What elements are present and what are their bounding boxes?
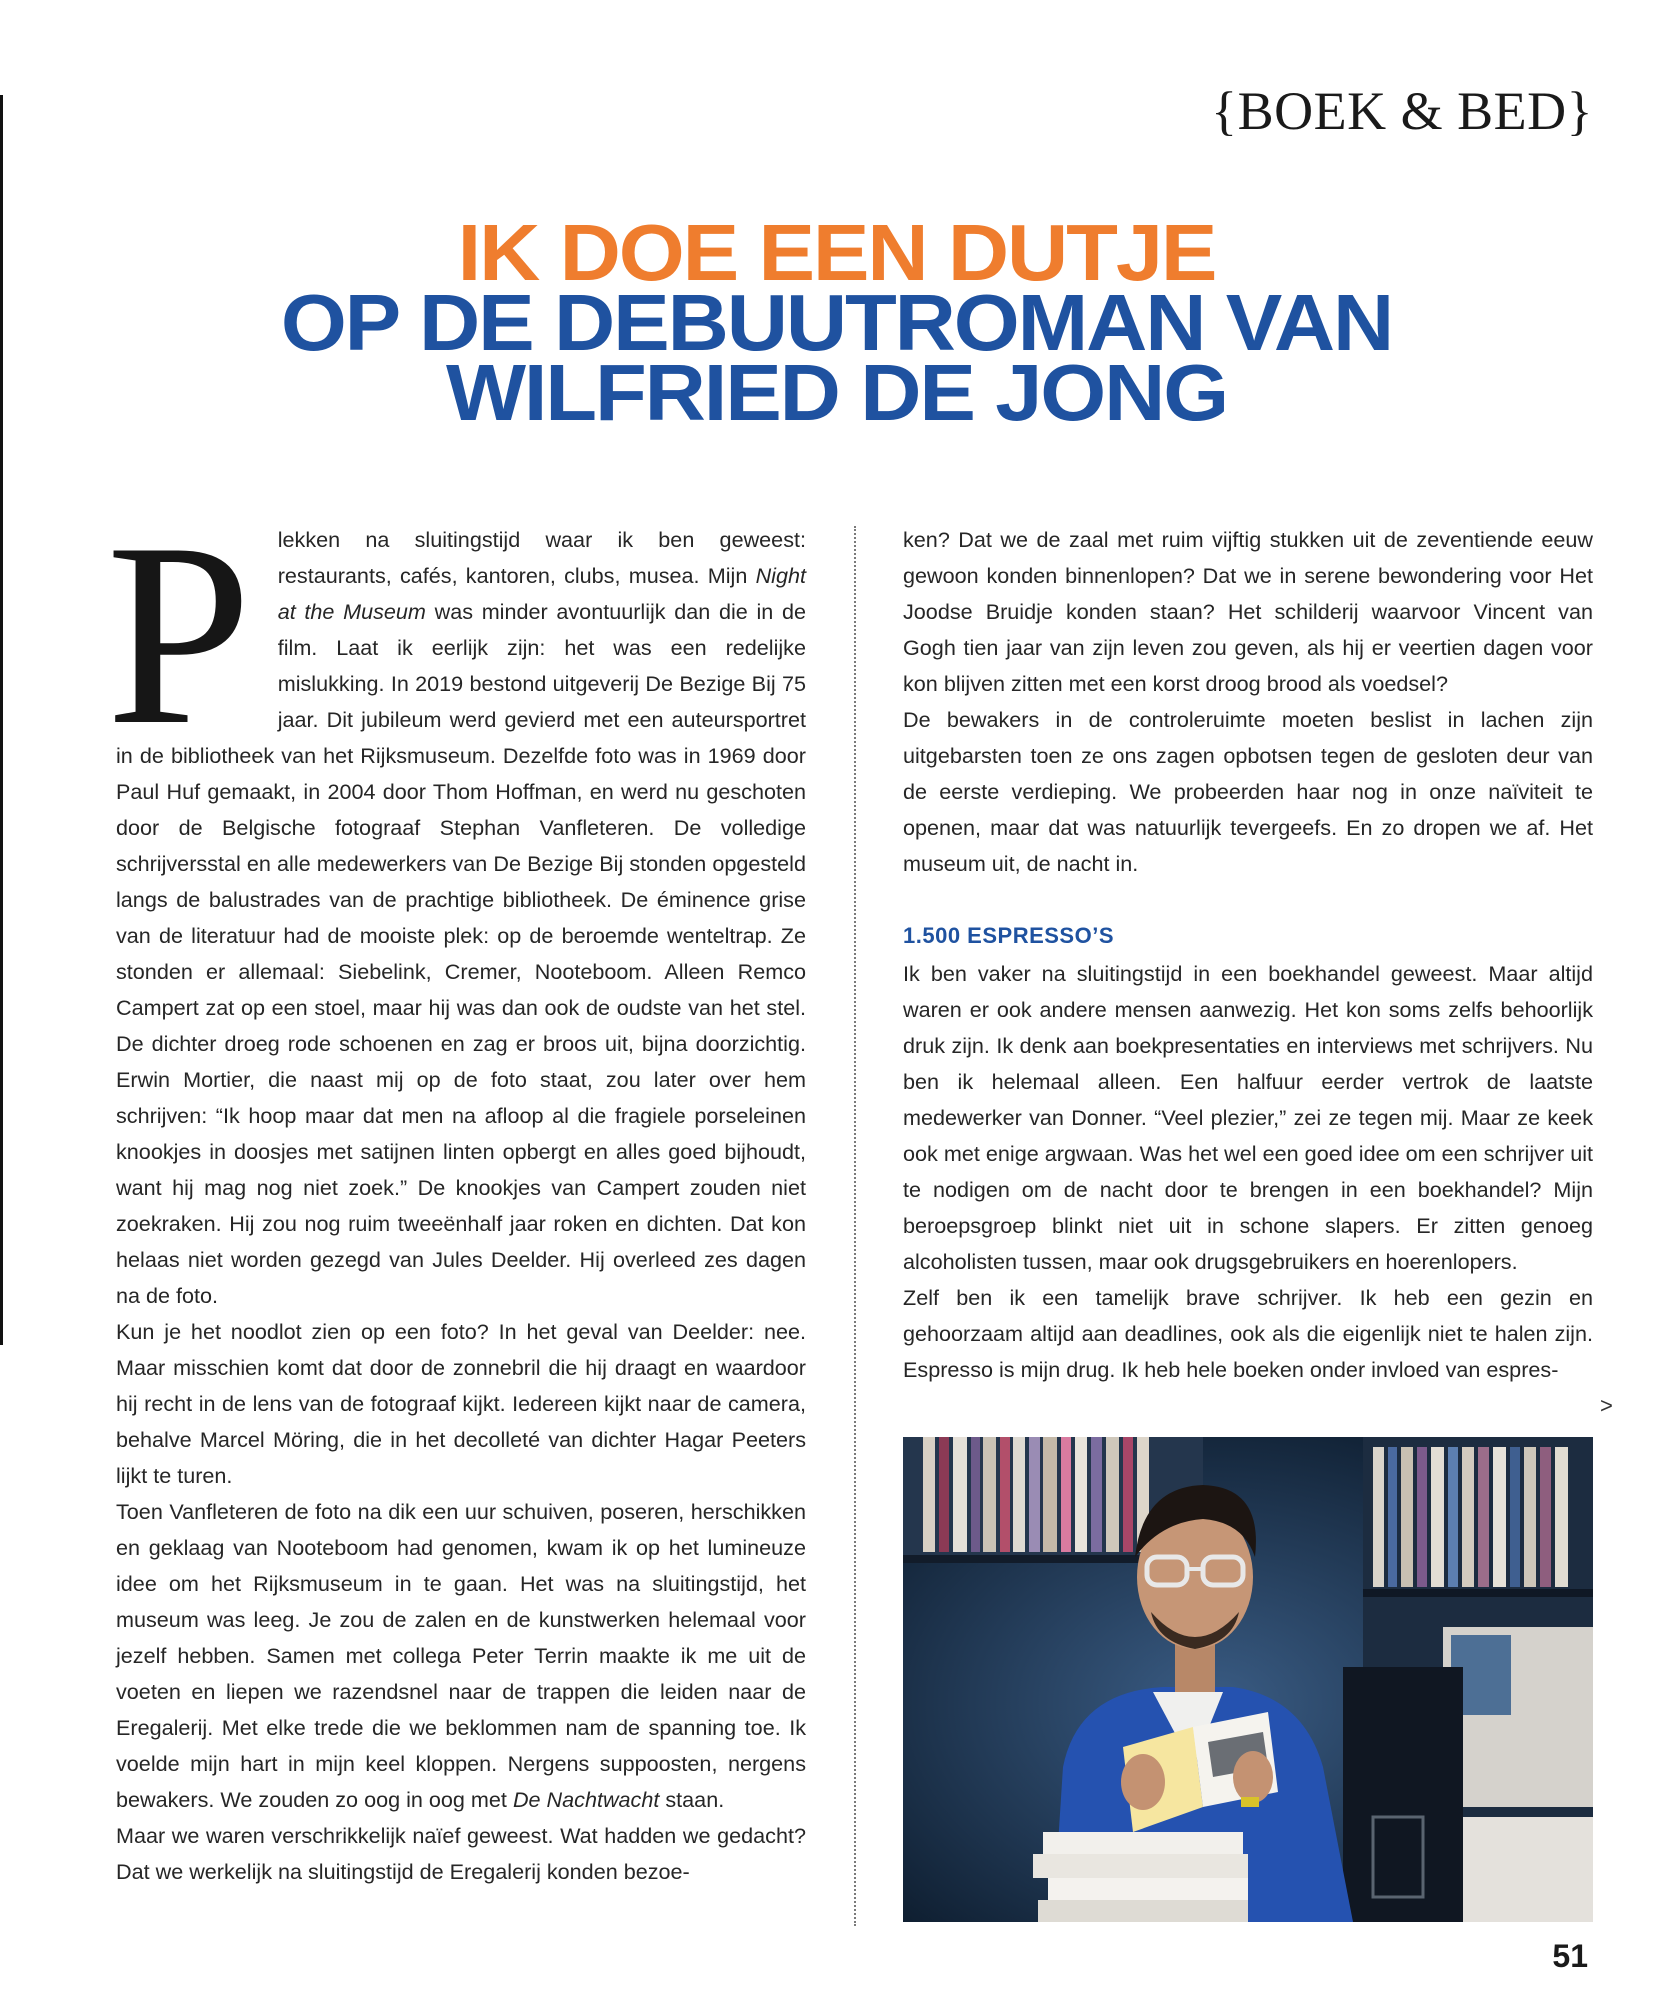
paragraph-text: lekken na sluitingstijd waar ik ben geweest: restaurants, cafés, kantoren, clubs, musea. Mijn bbox=[277, 527, 806, 588]
paragraph-text: was minder avontuurlijk dan die in de film. Laat ik eerlijk zijn: het was een redelijke mislukking. In 2019 bestond uitgeverij De Bezige Bij 75 jaar. Dit jubileum werd gevierd met een auteursportret in de bibliotheek van het Rijksmuseum. Dezelfde foto was in 1969 door Paul Huf gemaakt, in 2004 door Thom Hoffman, en werd nu geschoten door de Belgische fotograaf Stephan Vanfleteren. De volledige schrijversstal en alle medewerkers van De Bezige Bij stonden opgesteld langs de balustrades van de prachtige bibliotheek. De éminence grise van de literatuur had de mooiste plek: op de beroemde wenteltrap. Ze stonden er allemaal: Siebelink, Cremer, Nooteboom. Alleen Remco Campert zat op een stoel, maar hij was dan ook de oudste van het stel. De dichter droeg rode schoenen en zag er broos uit, bijna doorzichtig. Erwin Mortier, die naast mij op de foto staat, zou later over hem schrijven: “Ik hoop maar dat men na afloop al die fragiele porseleinen knookjes in doosjes met satijnen linten opbergt en alles goed bijhoudt, want hij mag nog niet zoek.” De knookjes van Campert zouden niet zoekraken. Hij zou nog ruim tweeënhalf jaar roken en dichten. Dat kon helaas niet worden gezegd van Jules Deelder. Hij overleed zes dagen na de foto. bbox=[116, 599, 807, 1308]
drop-cap: P bbox=[106, 489, 252, 779]
paragraph-text: staan. bbox=[659, 1787, 725, 1812]
article-column-right bbox=[903, 522, 1593, 1388]
paragraph: Ik ben vaker na sluitingstijd in een boekhandel geweest. Maar altijd waren er ook andere mensen aanwezig. Het kon soms zelfs behoorlijk druk zijn. Ik denk aan boekpresentaties en interviews met schrijvers. Nu ben ik helemaal alleen. Een halfuur eerder vertrok de laatste medewerker van Donner. “Veel plezier,” zei ze tegen mij. Maar ze keek ook met enige argwaan. Was het wel een goed idee om een schrijver uit te nodigen om de nacht door te brengen in een boekhandel? Mijn beroepsgroep blinkt niet uit in schone slapers. Er zitten genoeg alcoholisten tussen, maar ook drugsgebruikers en hoerenlopers. bbox=[903, 961, 1593, 1274]
paragraph: Kun je het noodlot zien op een foto? In het geval van Deelder: nee. Maar misschien komt dat door de zonnebril die hij draagt en waardoor hij recht in de lens van de fotograaf kijkt. Iedereen kijkt naar de camera, behalve Marcel Möring, die in het decolleté van dichter Hagar Peeters lijkt te turen. bbox=[116, 1319, 806, 1488]
continue-arrow-icon: > bbox=[1600, 1393, 1613, 1418]
headline-line-2: OP DE DEBUUTROMAN VAN bbox=[280, 278, 1393, 367]
page-number: 51 bbox=[1552, 1938, 1588, 1974]
paragraph bbox=[116, 1494, 806, 1818]
article-column-left bbox=[106, 489, 807, 1890]
subheading: 1.500 ESPRESSO’S bbox=[903, 923, 1114, 948]
paragraph-text: Toen Vanfleteren de foto na dik een uur schuiven, poseren, herschikken en geklaag van Nooteboom had genomen, kwam ik op het lumineuze idee om het Rijksmuseum in te gaan. Het was na sluitingstijd, het museum was leeg. Je zou de zalen en de kunstwerken helemaal voor jezelf hebben. Samen met collega Peter Terrin maakte ik me uit de voeten en liepen we razendsnel naar de trappen die leiden naar de Eregalerij. Met elke trede die we beklommen nam de spanning toe. Ik voelde mijn hart in mijn keel kloppen. Nergens suppoosten, nergens bewakers. We zouden zo oog in oog met bbox=[116, 1499, 806, 1812]
painting-title: De Nachtwacht bbox=[512, 1787, 660, 1812]
author-photo bbox=[903, 1437, 1593, 1922]
section-label: {BOEK & BED} bbox=[1211, 81, 1593, 141]
film-title: Night at the Museum bbox=[277, 563, 806, 624]
paragraph: De bewakers in de controleruimte moeten beslist in lachen zijn uitgebarsten toen ze ons zagen opbotsen tegen de gesloten deur van de eerste verdieping. We probeerden haar nog in onze naïviteit te openen, maar dat was natuurlijk tevergeefs. En zo dropen we af. Het museum uit, de nacht in. bbox=[903, 707, 1593, 876]
paragraph: Maar we waren verschrikkelijk naïef geweest. Wat hadden we gedacht? Dat we werkelijk na sluitingstijd de Eregalerij konden bezoe- bbox=[116, 1823, 806, 1884]
headline bbox=[0, 208, 1673, 437]
paragraph: ken? Dat we de zaal met ruim vijftig stukken uit de zeventiende eeuw gewoon konden binnenlopen? Dat we in serene bewondering voor Het Joodse Bruidje konden staan? Het schilderij waarvoor Vincent van Gogh tien jaar van zijn leven zou geven, als hij er veertien dagen voor kon blijven zitten met een korst droog brood als voedsel? bbox=[903, 527, 1593, 696]
column-divider bbox=[854, 526, 856, 1926]
photo-illustration bbox=[903, 1437, 1593, 1922]
headline-line-3: WILFRIED DE JONG bbox=[445, 348, 1228, 437]
headline-line-1: IK DOE EEN DUTJE bbox=[457, 208, 1216, 297]
paragraph: Zelf ben ik een tamelijk brave schrijver. Ik heb een gezin en gehoorzaam altijd aan deadlines, ook als die eigenlijk niet te halen zijn. Espresso is mijn drug. Ik heb hele boeken onder invloed van espres- bbox=[903, 1285, 1593, 1382]
